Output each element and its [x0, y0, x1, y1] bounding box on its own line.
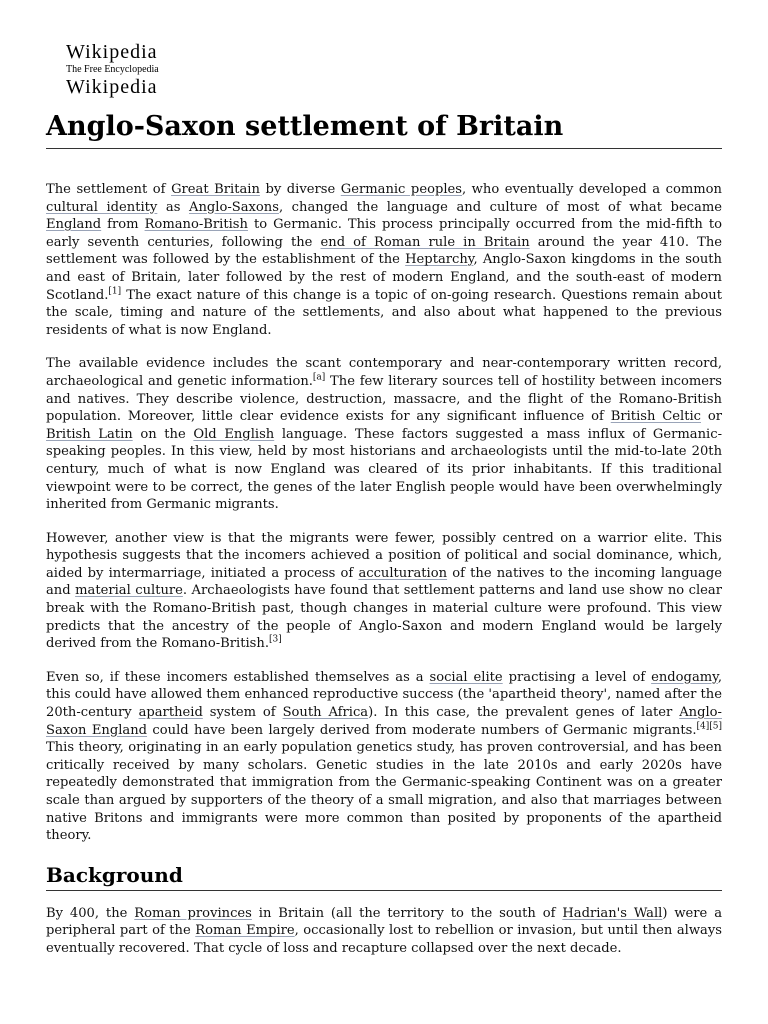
link-british-latin[interactable]: British Latin	[46, 426, 133, 442]
link-germanic-peoples[interactable]: Germanic peoples	[340, 182, 462, 197]
link-great-britain[interactable]: Great Britain	[171, 182, 260, 197]
link-apartheid[interactable]: apartheid	[138, 705, 203, 721]
text: , who eventually developed a common	[461, 182, 722, 197]
paragraph-intro-2	[46, 355, 722, 513]
logo-wordmark-top: Wikipedia	[66, 41, 158, 63]
citation-ref[interactable]: [3]	[268, 634, 282, 645]
text: ) were a peripheral part of the	[46, 905, 722, 939]
link-old-english[interactable]: Old English	[193, 426, 275, 442]
text: practising a level of	[502, 669, 652, 685]
article-body	[46, 181, 722, 974]
link-south-africa[interactable]: South Africa	[282, 705, 369, 721]
paragraph-intro-3	[46, 530, 722, 653]
text: as	[157, 199, 189, 215]
text: , this could have allowed them enhanced reproductive success (the 'apartheid theory', named after the 20th-century	[46, 669, 722, 721]
link-romano-british[interactable]: Romano-British	[144, 217, 248, 233]
text: from	[101, 217, 145, 233]
text: language. These factors suggested a mass influx of Germanic-speaking peoples. In this view, held by most historians and archaeologists until the mid-to-late 20th century, much of what is now England was cleared of its prior inhabitants. If this traditional viewpoint were to be correct, the genes of the later English people would have been overwhelmingly inherited from Germanic migrants.	[46, 426, 722, 513]
link-heptarchy[interactable]: Heptarchy	[405, 252, 474, 268]
text: The few literary sources tell of hostility between incomers and natives. They describe violence, destruction, massacre, and the flight of the Romano-British population. Moreover, little clear evidence exists for any significant influence of	[46, 373, 722, 425]
link-anglo-saxons[interactable]: Anglo-Saxons	[188, 199, 279, 215]
link-endogamy[interactable]: endogamy	[651, 669, 718, 685]
text: around the year 410. The settlement was followed by the establishment of the	[46, 234, 723, 268]
text: ). In this case, the prevalent genes of later	[368, 705, 680, 721]
citation-ref[interactable]: [a]	[312, 372, 326, 383]
text: to Germanic. This process principally occurred from the mid-fifth to early seventh centuries, following the	[46, 217, 722, 250]
text: This theory, originating in an early population genetics study, has proven controversial, and has been critically received by many scholars. Genetic studies in the late 2010s and early 2020s have repeatedly demonstrated that immigration from the Germanic-speaking Continent was on a greater scale than argued by supporters of the theory of a small migration, and also that marriages between native Britons and immigrants were more common than posited by proponents of the apartheid theory.	[46, 740, 722, 844]
text: By 400, the	[46, 905, 135, 921]
text: The settlement of	[46, 182, 172, 197]
link-roman-provinces[interactable]: Roman provinces	[134, 905, 252, 921]
text: The exact nature of this change is a topic of on-going research. Questions remain about the scale, timing and nature of the settlements, and also about what happened to the previous residents of what is now England.	[46, 287, 722, 338]
page-title: Anglo-Saxon settlement of Britain	[46, 108, 722, 149]
text: , occasionally lost to rebellion or invasion, but until then always eventually recovered. That cycle of loss and recapture collapsed over the next decade.	[46, 923, 722, 956]
text: or	[701, 409, 722, 425]
citation-ref[interactable]: [1]	[108, 286, 122, 297]
paragraph-background-1	[46, 905, 722, 958]
link-social-elite[interactable]: social elite	[429, 669, 503, 685]
logo-tagline: The Free Encyclopedia	[66, 64, 159, 75]
link-material-culture[interactable]: material culture	[75, 583, 183, 599]
text: by diverse	[259, 182, 341, 197]
text: in Britain (all the territory to the south of	[251, 905, 563, 921]
link-hadrians-wall[interactable]: Hadrian's Wall	[562, 905, 663, 921]
text: system of	[202, 705, 283, 721]
link-british-celtic[interactable]: British Celtic	[610, 409, 701, 425]
paragraph-intro-4	[46, 669, 722, 845]
citation-ref[interactable]: [5]	[709, 721, 723, 732]
link-roman-empire[interactable]: Roman Empire	[195, 923, 295, 939]
text: , Anglo-Saxon kingdoms in the south and east of Britain, later followed by the rest of modern England, and the south-east of modern Scotland.	[46, 252, 722, 303]
paragraph-intro-1	[46, 181, 722, 339]
text: , changed the language and culture of most of what became	[278, 199, 722, 215]
text: . Archaeologists have found that settlement patterns and land use show no clear break with the Romano-British past, though changes in material culture were profound. This view predicts that the ancestry of the people of Anglo-Saxon and modern England would be largely derived from the Romano-British.	[46, 583, 722, 652]
logo-wordmark-bottom: Wikipedia	[66, 76, 158, 98]
link-acculturation[interactable]: acculturation	[358, 565, 448, 581]
link-england[interactable]: England	[46, 217, 102, 233]
link-end-of-roman-rule[interactable]: end of Roman rule in Britain	[320, 234, 530, 250]
section-heading-background: Background	[46, 861, 722, 891]
text: The available evidence includes the scant contemporary and near-contemporary written record, archaeological and genetic information.	[46, 356, 722, 389]
citation-ref[interactable]: [4]	[696, 721, 710, 732]
link-anglo-saxon-england[interactable]: Anglo-Saxon England	[46, 705, 722, 738]
text: on the	[132, 426, 194, 442]
text: could have been largely derived from moderate numbers of Germanic migrants.	[147, 722, 697, 738]
text: Even so, if these incomers established themselves as a	[46, 669, 430, 685]
link-cultural-identity[interactable]: cultural identity	[46, 199, 158, 215]
text: However, another view is that the migrants were fewer, possibly centred on a warrior elite. This hypothesis suggests that the incomers achieved a position of political and social dominance, which, aided by intermarriage, initiated a process of	[46, 530, 722, 581]
text: of the natives to the incoming language and	[46, 565, 722, 599]
wikipedia-logo[interactable]	[66, 42, 159, 97]
